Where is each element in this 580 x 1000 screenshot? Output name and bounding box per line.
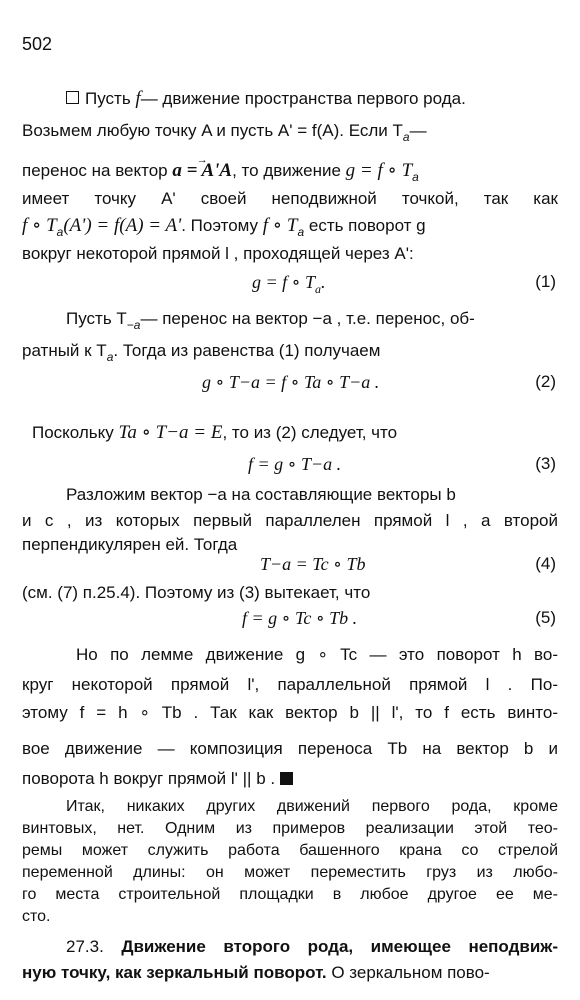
para4-line-2: и c , из которых первый параллелен прямой l , а второй [22, 511, 558, 530]
para7-line-6: сто. [22, 908, 51, 925]
para4-line-1: Разложим вектор −a на составляющие векторы b [66, 485, 456, 504]
equation-5-number: (5) [535, 608, 556, 627]
para2-line-1: Пусть $T_{-a}—$ перенос на вектор −a , т.е. перенос, об- [66, 309, 475, 332]
para2-line-2: ратный к $T_a$. Тогда из равенства (1) получаем [22, 341, 381, 364]
equation-5: f = g ∘ Tc ∘ Tb . [242, 608, 358, 628]
proof-line-1: Пусть f— движение пространства первого рода. [66, 88, 466, 110]
para7-line-3: ремы может служить работа башенного крана со стрелой [22, 842, 558, 859]
proof-line-5: f ∘ $T_a(A') = f(A) = A'$. Поэтому f ∘ $T_a$ есть поворот g [22, 215, 426, 239]
proof-line-4: имеет точку A' своей неподвижной точкой, так как [22, 189, 558, 208]
para7-line-4: переменной длины: он может переместить груз из любо- [22, 864, 558, 881]
equation-1: g = f ∘ $T_a$. [252, 272, 326, 296]
proof-line-2: Возьмем любую точку A и пусть A' = f(A). Если $T_a—$ [22, 121, 427, 144]
equation-3: f = g ∘ T−a . [248, 454, 342, 474]
section-heading-line-2: ную точку, как зеркальный поворот. О зеркальном пово- [22, 963, 490, 982]
para6-line-2: круг некоторой прямой l', параллельной прямой l . По- [22, 675, 558, 694]
para5-line-1: (см. (7) п.25.4). Поэтому из (3) вытекает, что [22, 583, 371, 602]
equation-1-number: (1) [535, 272, 556, 291]
equation-4: T−a = Tc ∘ Tb [260, 554, 366, 574]
equation-4-number: (4) [535, 554, 556, 573]
para4-line-3: перпендикулярен ей. Тогда [22, 535, 238, 554]
equation-3-number: (3) [535, 454, 556, 473]
para6-line-3: этому f = h ∘ Tb . Так как вектор b || l', то f есть винто- [22, 703, 558, 722]
para7-line-2: винтовых, нет. Одним из примеров реализации этой тео- [22, 820, 558, 837]
page-number: 502 [22, 34, 53, 54]
para6-line-4: вое движение — композиция переноса Tb на вектор b и [22, 739, 558, 758]
proof-end-square-icon [280, 772, 293, 785]
para6-line-5: поворота h вокруг прямой l' || b . [22, 768, 293, 790]
para7-line-5: го места строительной площадки в любое другое ее ме- [22, 886, 558, 903]
proof-start-box-icon [66, 91, 79, 104]
section-heading-line-1: 27.3. Движение второго рода, имеющее неподвиж- [66, 937, 559, 956]
equation-2: g ∘ T−a = f ∘ Ta ∘ T−a . [202, 372, 380, 392]
para6-line-1: Но по лемме движение g ∘ Tc — это поворот h во- [76, 645, 558, 664]
proof-line-6: вокруг некоторой прямой l , проходящей через A': [22, 244, 414, 263]
para7-line-1: Итак, никаких других движений первого рода, кроме [66, 798, 558, 815]
equation-2-number: (2) [535, 372, 556, 391]
para3-line-1: Поскольку Ta ∘ T−a = E, то из (2) следует, что [32, 422, 398, 443]
proof-line-3: перенос на вектор a = A'A →, то движение g = f ∘ $T_a$ [22, 160, 419, 188]
